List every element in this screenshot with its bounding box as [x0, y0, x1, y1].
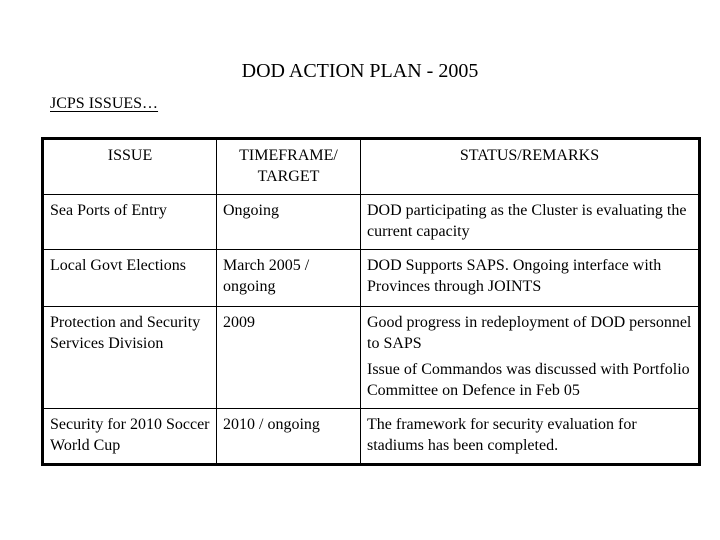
table-row: [43, 195, 700, 250]
cell-timeframe: 2010 / ongoing: [217, 409, 361, 465]
cell-timeframe: 2009: [217, 307, 361, 409]
table-row: [43, 250, 700, 307]
status-text: DOD participating as the Cluster is evaluating the current capacity: [367, 202, 687, 240]
cell-status: [361, 250, 700, 307]
cell-timeframe: March 2005 / ongoing: [217, 250, 361, 307]
header-timeframe: TIMEFRAME/ TARGET: [217, 139, 361, 195]
cell-issue: Local Govt Elections: [43, 250, 217, 307]
cell-status: [361, 195, 700, 250]
status-text: Good progress in redeployment of DOD personnel to SAPS: [367, 314, 692, 352]
cell-status: [361, 409, 700, 465]
status-text: DOD Supports SAPS. Ongoing interface with Provinces through JOINTS: [367, 257, 662, 295]
section-subtitle: JCPS ISSUES…: [50, 95, 159, 112]
table-header-row: [43, 139, 700, 195]
table-row: [43, 409, 700, 465]
status-text: The framework for security evaluation for stadiums has been completed.: [367, 416, 637, 454]
header-status: STATUS/REMARKS: [361, 139, 700, 195]
cell-issue: Security for 2010 Soccer World Cup: [43, 409, 217, 465]
page-title: DOD ACTION PLAN - 2005: [241, 60, 479, 82]
action-plan-table: [41, 137, 701, 466]
cell-issue: Protection and Security Services Division: [43, 307, 217, 409]
status-text: Issue of Commandos was discussed with Portfolio Committee on Defence in Feb 05: [367, 361, 690, 399]
header-issue: ISSUE: [43, 139, 217, 195]
table-row: [43, 307, 700, 409]
cell-status: [361, 307, 700, 409]
cell-timeframe: Ongoing: [217, 195, 361, 250]
cell-issue: Sea Ports of Entry: [43, 195, 217, 250]
